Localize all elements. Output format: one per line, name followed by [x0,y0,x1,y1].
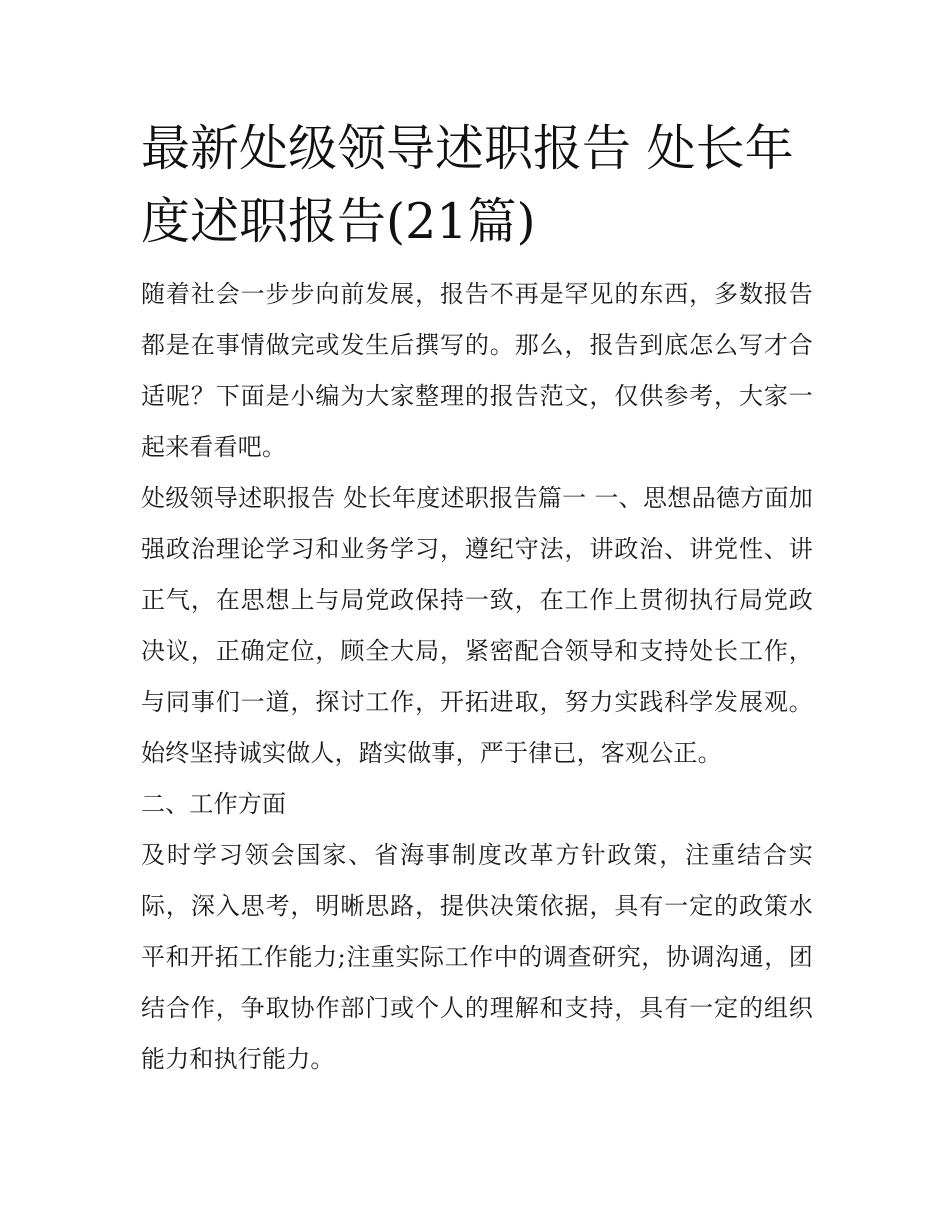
paragraph-ideology: 处级领导述职报告 处长年度述职报告篇一 一、思想品德方面加强政治理论学习和业务学习，遵纪守法，讲政治、讲党性、讲正气，在思想上与局党政保持一致，在工作上贯彻执行局党政决议，正确定位，顾全大局，紧密配合领导和支持处长工作，与同事们一道，探讨工作，开拓进取，努力实践科学发展观。始终坚持诚实做人，踏实做事，严于律已，客观公正。 [141,484,813,767]
paragraph-intro: 随着社会一步步向前发展，报告不再是罕见的东西，多数报告都是在事情做完或发生后撰写的。那么，报告到底怎么写才合适呢？下面是小编为大家整理的报告范文，仅供参考，大家一起来看看吧。 [141,280,813,461]
paragraph-work: 及时学习领会国家、省海事制度改革方针政策，注重结合实际，深入思考，明晰思路，提供决策依据，具有一定的政策水平和开拓工作能力;注重实际工作中的调查研究，协调沟通，团结合作，争取协作部门或个人的理解和支持，具有一定的组织能力和执行能力。 [141,841,813,1073]
section-heading-work: 二、工作方面 [141,790,287,818]
document-title: 最新处级领导述职报告 处长年度述职报告(21篇) [141,120,794,250]
document-content [141,112,813,1085]
document-body [141,269,813,1085]
